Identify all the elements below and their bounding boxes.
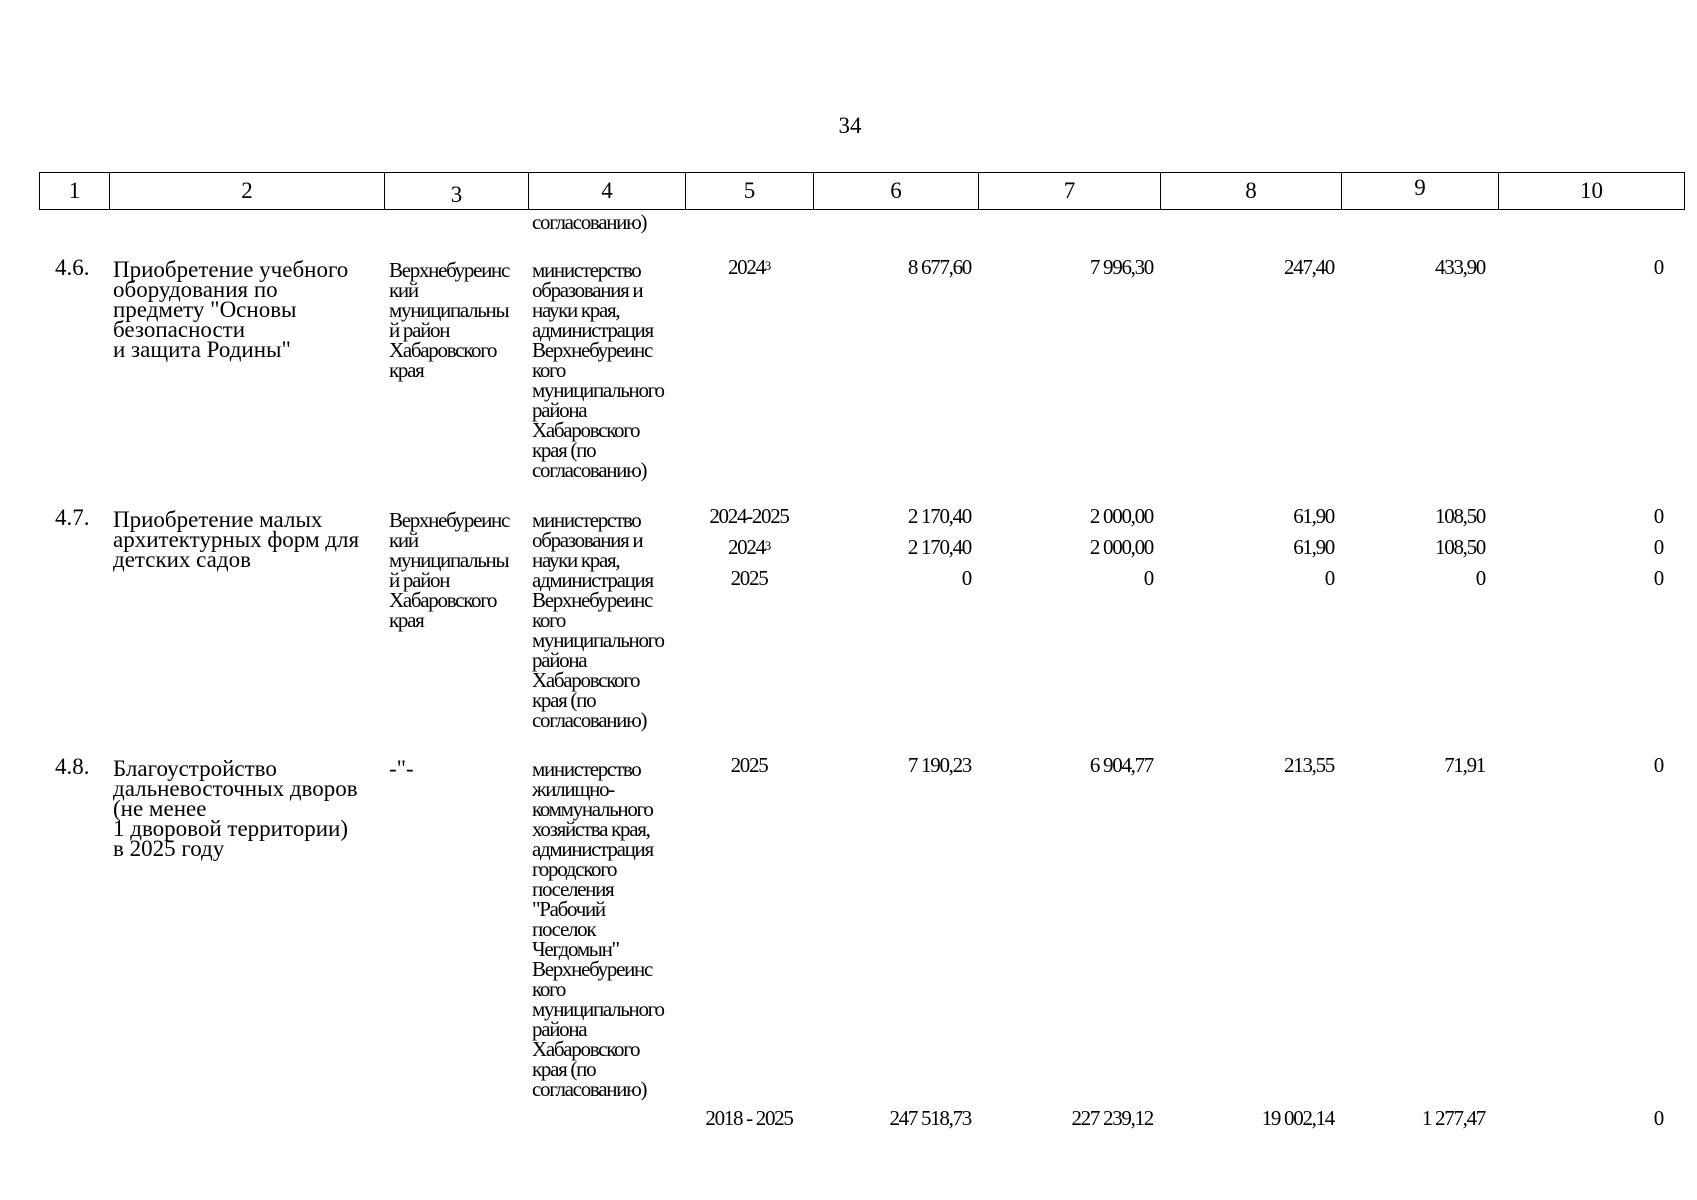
row-district: Верхнебуреинс кий муниципальны й район Хабаровского края [389, 258, 509, 382]
row-name: Приобретение малых архитектурных форм для детских садов [113, 507, 360, 572]
header-cell: 7 [978, 172, 1160, 210]
row-year: 2025 [730, 753, 768, 777]
row-col8: 61,90 61,90 0 [1293, 504, 1334, 590]
row-district: -"- [389, 756, 414, 781]
row-col7: 6 904,77 [1089, 753, 1153, 777]
header-cell: 3 [384, 172, 528, 210]
header-cell: 9 [1341, 172, 1498, 210]
row-col8: 247,40 [1284, 255, 1334, 279]
header-cell: 2 [109, 172, 384, 210]
row-col6: 2 170,40 2 170,40 0 [907, 504, 971, 590]
total-period: 2018 - 2025 [705, 1106, 793, 1130]
row-col7: 2 000,00 2 000,00 0 [1089, 504, 1153, 590]
carry-over-text: согласованию) [532, 210, 647, 234]
row-col9: 433,90 [1435, 255, 1485, 279]
row-year: 2024-2025 2024$^3$ 2025 [709, 504, 789, 590]
row-number: 4.6. [55, 255, 90, 280]
row-number: 4.7. [55, 505, 90, 530]
row-name: Приобретение учебного оборудования по предмету "Основы безопасности и защита Родины" [113, 257, 349, 362]
row-col10: 0 [1653, 255, 1663, 279]
row-col7: 7 996,30 [1089, 255, 1153, 279]
page-number: 34 [838, 113, 862, 138]
row-col6: 7 190,23 [907, 753, 971, 777]
row-executor: министерство образования и науки края, администрация Верхнебуреинс кого муниципального района Хабаровского края (по согласованию) [532, 508, 664, 732]
row-district: Верхнебуреинс кий муниципальны й район Хабаровского края [389, 508, 509, 632]
row-col9: 108,50 108,50 0 [1435, 504, 1485, 590]
total-col6: 247 518,73 [889, 1106, 971, 1130]
header-cell: 6 [813, 172, 978, 210]
total-col7: 227 239,12 [1071, 1106, 1153, 1130]
row-col9: 71,91 [1444, 753, 1485, 777]
header-cell: 8 [1160, 172, 1341, 210]
header-cell: 1 [39, 172, 109, 210]
header-cell: 4 [528, 172, 685, 210]
row-number: 4.8. [55, 754, 90, 779]
row-name: Благоустройство дальневосточных дворов (не менее 1 дворовой территории) в 2025 году [113, 756, 358, 861]
row-col8: 213,55 [1284, 753, 1334, 777]
row-col10: 0 [1653, 753, 1663, 777]
row-executor: министерство образования и науки края, администрация Верхнебуреинс кого муниципального района Хабаровского края (по согласованию) [532, 258, 664, 482]
total-col9: 1 277,47 [1421, 1106, 1485, 1130]
total-col8: 19 002,14 [1261, 1106, 1334, 1130]
header-cell: 10 [1498, 172, 1685, 210]
header-cell: 5 [685, 172, 813, 210]
row-col6: 8 677,60 [907, 255, 971, 279]
row-executor: министерство жилищно- коммунального хозяйства края, администрация городского поселения "Рабочий поселок Чегдомын" Верхнебуреинс кого муниципального района Хабаровского края (по согласованию) [532, 757, 664, 1101]
total-col10: 0 [1653, 1106, 1663, 1130]
row-col10: 0 0 0 [1653, 504, 1663, 590]
row-year: 2024$^3$ [727, 255, 770, 279]
